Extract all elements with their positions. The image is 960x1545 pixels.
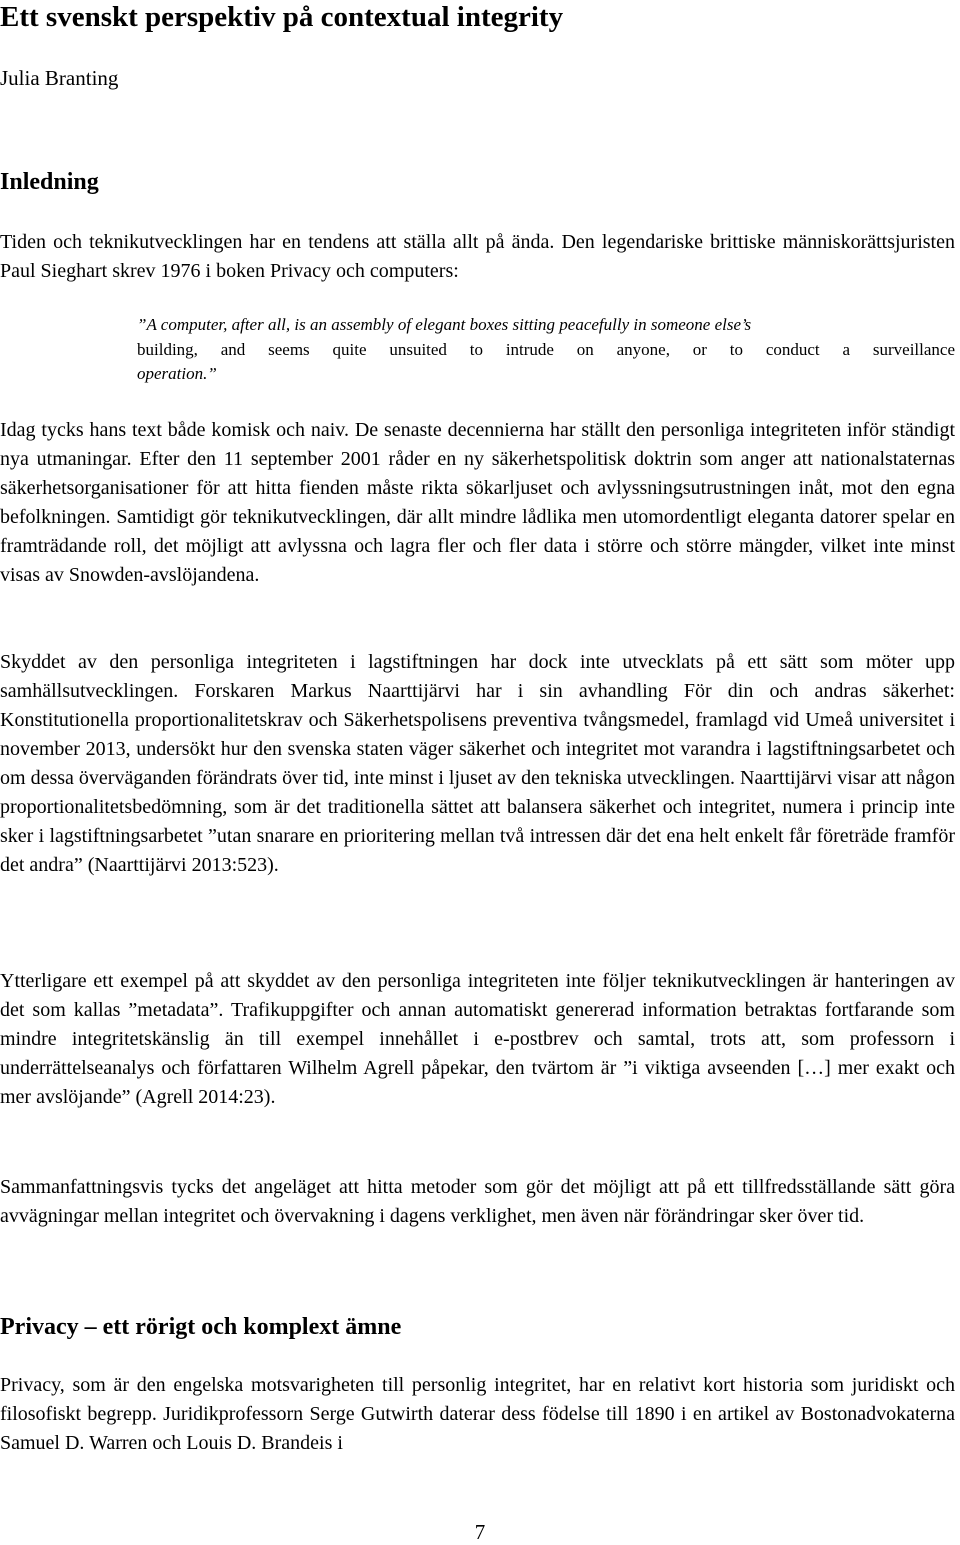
- section-heading-inledning: Inledning: [0, 169, 99, 195]
- body-paragraph: Privacy, som är den engelska motsvarigheten till personlig integritet, har en relativt kort historia som juridiskt och filosofiskt begrepp. Juridikprofessorn Serge Gutwirth daterar dess födelse till 1890 i en artikel av Bostonadvokaterna Samuel D. Warren och Louis D. Brandeis i: [0, 1374, 955, 1454]
- quote-line-2: building, and seems quite unsuited to intrude on anyone, or to conduct a surveillance: [137, 339, 955, 359]
- author-name: Julia Branting: [0, 66, 119, 90]
- block-quote: [137, 313, 955, 387]
- body-paragraph: Skyddet av den personliga integriteten i lagstiftningen har dock inte utvecklats på ett sätt som möter upp samhällsutvecklingen. Forskaren Markus Naarttijärvi har i sin avhandling För din och andras säkerhet: Konstitutionella proportionalitetskrav och Säkerhetspolisens preventiva tvångsmedel, framlagd vid Umeå universitet i november 2013, undersökt hur den svenska staten väger säkerhet och integritet mot varandra i lagstiftningsarbetet och om dessa överväganden förändrats över tid, inte minst i ljuset av den tekniska utvecklingen. Naarttijärvi visar att någon proportionalitetsbedömning, som är det traditionella sättet att balansera säkerhet och integritet, numera i princip inte sker i lagstiftningsarbetet ”utan snarare en prioritering mellan två intressen där det ena helt enkelt får företräde framför det andra” (Naarttijärvi 2013:523).: [0, 651, 955, 876]
- page-number: 7: [474, 1520, 486, 1544]
- quote-line-1: ”A computer, after all, is an assembly of elegant boxes sitting peacefully in someone else’s: [137, 315, 752, 334]
- quote-line-3: operation.”: [137, 364, 217, 383]
- intro-paragraph: Tiden och teknikutvecklingen har en tendens att ställa allt på ända. Den legendariske brittiske människorättsjuristen Paul Sieghart skrev 1976 i boken Privacy och computers:: [0, 231, 955, 282]
- section-heading-privacy: Privacy – ett rörigt och komplext ämne: [0, 1314, 402, 1340]
- body-paragraph: Ytterligare ett exempel på att skyddet av den personliga integriteten inte följer teknikutvecklingen är hanteringen av det som kallas ”metadata”. Trafikuppgifter och annan automatiskt genererad information betraktas fortfarande som mindre integritetskänslig än till exempel innehållet i e-postbrev och samtal, trots att, som professorn i underrättelseanalys och författaren Wilhelm Agrell påpekar, den tvärtom är ”i viktiga avseenden […] mer exakt och mer avslöjande” (Agrell 2014:23).: [0, 970, 955, 1108]
- body-paragraph: Idag tycks hans text både komisk och naiv. De senaste decennierna har ställt den personliga integriteten inför ständigt nya utmaningar. Efter den 11 september 2001 råder en ny säkerhetspolitisk doktrin som anger att nationalstaternas säkerhetsorganisationer för att hitta fienden måste rikta sökarljuset och avlyssningsutrustningen inåt, mot den egna befolkningen. Samtidigt gör teknikutvecklingen, där allt mindre lådlika men utomordentligt eleganta datorer spelar en framträdande roll, det möjligt att avlyssna och lagra fler och fler data i större och större mängder, vilket inte minst visas av Snowden-avslöjandena.: [0, 419, 955, 586]
- body-paragraph: Sammanfattningsvis tycks det angeläget att hitta metoder som gör det möjligt att på ett tillfredsställande sätt göra avvägningar mellan integritet och övervakning i dagens verklighet, men även när förändringar sker över tid.: [0, 1176, 955, 1227]
- document-title: Ett svenskt perspektiv på contextual integrity: [0, 1, 564, 33]
